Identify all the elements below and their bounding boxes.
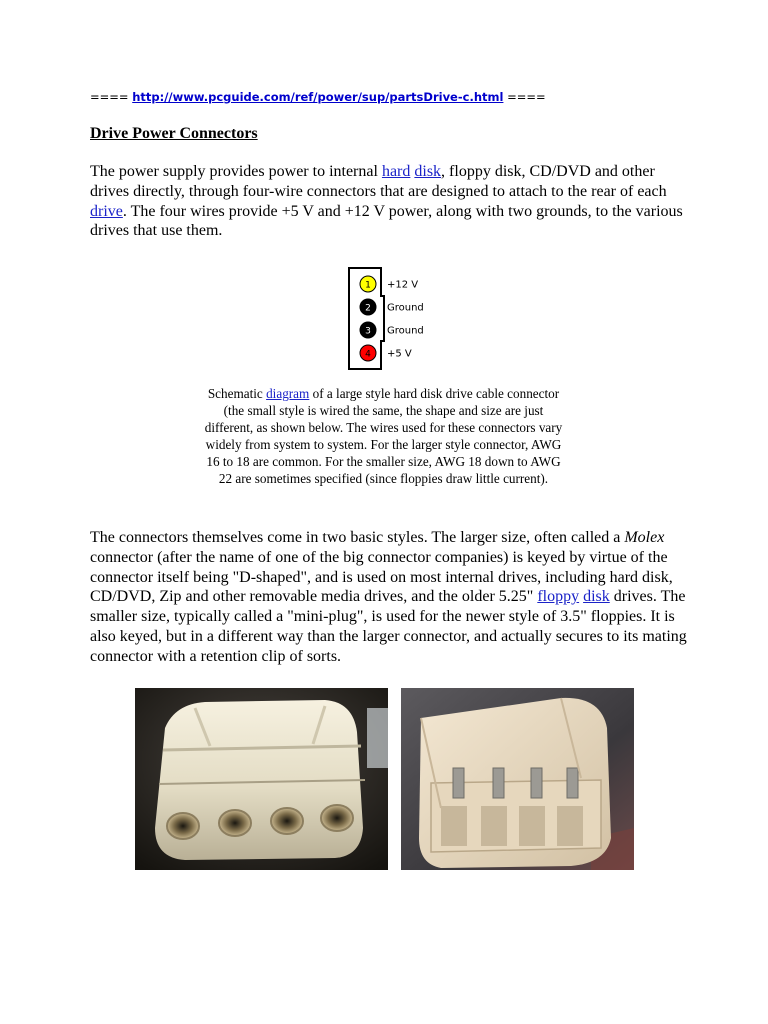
disk-link[interactable]: disk (414, 163, 442, 180)
mini-plug-connector-photo (401, 688, 634, 870)
molex-term: Molex (624, 529, 665, 546)
source-url-link[interactable]: http://www.pcguide.com/ref/power/sup/partsDrive-c.html (132, 90, 504, 104)
molex-connector-photo (135, 688, 388, 870)
pin-3-label: Ground (387, 325, 424, 337)
source-line (90, 90, 546, 104)
pin-3-number: 3 (365, 326, 371, 337)
pin-4-number: 4 (365, 349, 371, 360)
pin-4 (360, 345, 412, 361)
pin-3 (360, 322, 424, 338)
section-heading: Drive Power Connectors (90, 125, 258, 142)
source-prefix: ==== (90, 90, 133, 104)
pin-2-number: 2 (365, 303, 371, 314)
schematic-caption: Schematic diagram of a large style hard disk drive cable connector (the small style is wired the same, the shape and size are just different, as shown below. The wires used for these connectors vary widely from system to system. For the larger style connector, AWG 16 to 18 are common. For the smaller size, AWG 18 down to AWG 22 are sometimes specified (since floppies draw little current). (204, 386, 563, 486)
pin-1 (360, 276, 418, 292)
pin-2 (360, 299, 424, 315)
hard-link[interactable]: hard (381, 163, 411, 180)
pin-1-label: +12 V (387, 279, 419, 291)
floppy-link[interactable]: floppy (537, 588, 580, 606)
pin-1-number: 1 (365, 280, 371, 291)
floppy-disk-link[interactable]: disk (583, 588, 610, 606)
diagram-link[interactable]: diagram (266, 386, 310, 401)
source-suffix: ==== (503, 90, 546, 104)
pin-2-label: Ground (387, 302, 424, 314)
pin-4-label: +5 V (387, 348, 412, 360)
styles-paragraph: The connectors themselves come in two basic styles. The larger size, often called a Molex connector (after the name of one of the big connector companies) is keyed by virtue of the connector itself being "D-shaped", and is used on most internal drives, including hard disk, CD/DVD, Zip and other removable media drives, and the older 5.25" floppy disk drives. The smaller size, typically called a "mini-plug", is used for the newer style of 3.5" floppies. It is also keyed, but in a different way than the larger connector, and actually secures to its mating connector with a retention clip of sorts. (90, 529, 687, 665)
intro-paragraph: The power supply provides power to internal hard disk, floppy disk, CD/DVD and other drives directly, through four-wire connectors that are designed to attach to the rear of each drive. The four wires provide +5 V and +12 V power, along with two grounds, to the various drives that use them. (90, 163, 683, 240)
drive-link[interactable]: drive (90, 202, 123, 220)
connector-schematic (348, 267, 438, 370)
